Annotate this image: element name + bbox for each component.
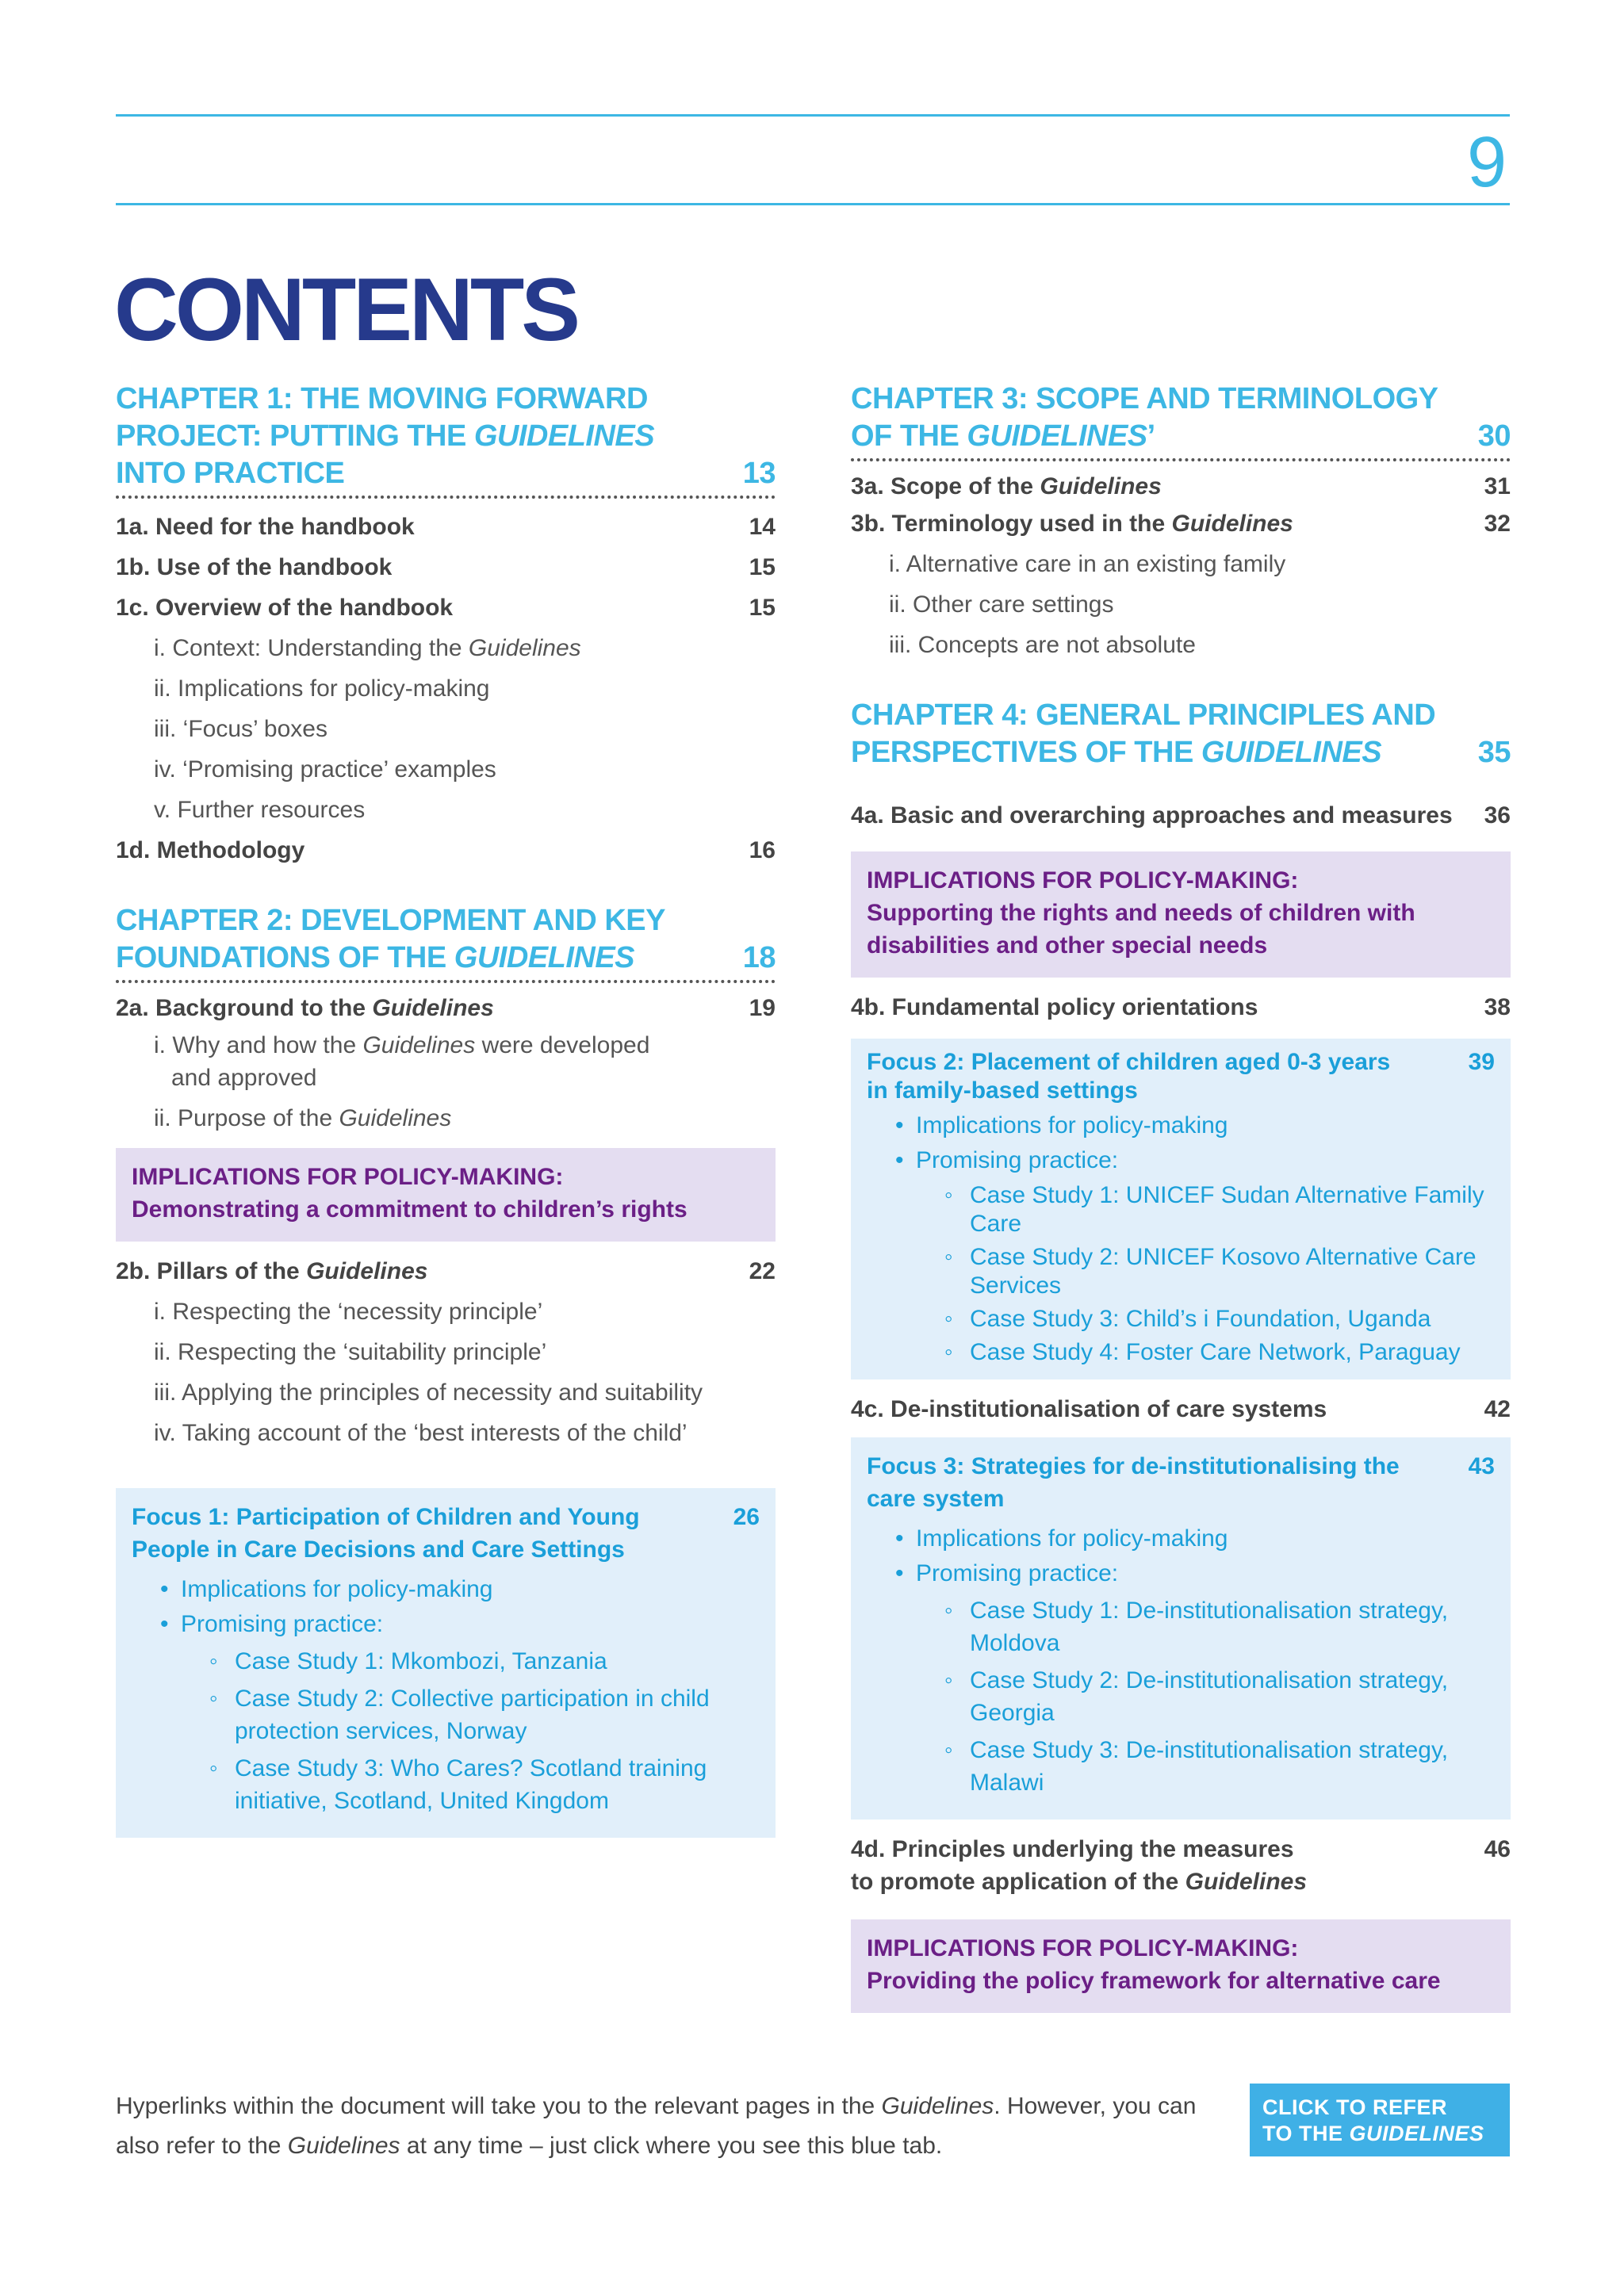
- focus-2-case-study-1[interactable]: ◦ Case Study 1: UNICEF Sudan Alternative Family Care: [867, 1181, 1495, 1238]
- focus-1-promising-practice[interactable]: • Promising practice: ◦ Case Study 1: Mkombozi, Tanzania ◦ Case Study 2: Collective participation in child protection services, Norway ◦ Case Study 3: Who Cares? Scotland training initiative, Scotland, United Kingdom: [132, 1607, 760, 1817]
- toc-entry-3a[interactable]: 3a. Scope of the Guidelines 31: [851, 473, 1511, 499]
- right-column: [851, 381, 1511, 2022]
- focus-3-case-study-2[interactable]: ◦ Case Study 2: De-institutionalisation strategy, Georgia: [867, 1664, 1495, 1729]
- toc-sub-1c-ii[interactable]: ii. Implications for policy-making: [154, 675, 490, 702]
- toc-sub-1c-v[interactable]: v. Further resources: [154, 797, 366, 823]
- toc-sub-3b-i[interactable]: i. Alternative care in an existing family: [889, 551, 1286, 577]
- toc-entry-4d[interactable]: 4d. Principles underlying the measures to promote application of the Guidelines 46: [851, 1836, 1511, 1895]
- toc-sub-2b-iv[interactable]: iv. Taking account of the ‘best interests of the child’: [154, 1420, 688, 1446]
- focus-2-case-study-4[interactable]: ◦ Case Study 4: Foster Care Network, Paraguay: [867, 1338, 1495, 1367]
- focus-1-heading[interactable]: Focus 1: Participation of Children and Young People in Care Decisions and Care Settings 26: [132, 1504, 760, 1563]
- chapter-2-page[interactable]: 18: [742, 941, 776, 974]
- top-rule: [116, 114, 1510, 117]
- focus-box-2: [851, 1039, 1511, 1380]
- focus-3-case-study-1[interactable]: ◦ Case Study 1: De-institutionalisation strategy, Moldova: [867, 1594, 1495, 1659]
- toc-sub-2a-i[interactable]: i. Why and how the Guidelines were developed and approved: [154, 1032, 650, 1091]
- focus-2-promising-practice[interactable]: • Promising practice: ◦ Case Study 1: UNICEF Sudan Alternative Family Care ◦ Case Study 2: UNICEF Kosovo Alternative Care Services ◦ Case Study 3: Child’s i Foundation, Uganda ◦ Case Study 4: Foster Care Network, Paraguay: [867, 1143, 1495, 1367]
- focus-3-implications-link[interactable]: • Implications for policy-making: [867, 1521, 1495, 1556]
- toc-entry-1c[interactable]: 1c. Overview of the handbook 15: [116, 595, 776, 621]
- toc-sub-2b-iii[interactable]: iii. Applying the principles of necessity and suitability: [154, 1380, 703, 1406]
- focus-3-heading[interactable]: Focus 3: Strategies for de-institutionalising the care system 43: [867, 1453, 1495, 1512]
- toc-entry-4b[interactable]: 4b. Fundamental policy orientations 38: [851, 994, 1511, 1020]
- focus-1-implications-link[interactable]: • Implications for policy-making: [132, 1572, 760, 1607]
- toc-sub-3b-iii[interactable]: iii. Concepts are not absolute: [889, 632, 1196, 658]
- toc-sub-1c-iii[interactable]: iii. ‘Focus’ boxes: [154, 716, 327, 742]
- focus-1-case-study-3[interactable]: ◦ Case Study 3: Who Cares? Scotland training initiative, Scotland, United Kingdom: [132, 1752, 760, 1817]
- toc-sub-3b-ii[interactable]: ii. Other care settings: [889, 591, 1114, 618]
- focus-2-implications-link[interactable]: • Implications for policy-making: [867, 1108, 1495, 1143]
- focus-box-3: [851, 1437, 1511, 1820]
- toc-sub-2b-ii[interactable]: ii. Respecting the ‘suitability principle’: [154, 1339, 547, 1365]
- chapter-3-page[interactable]: 30: [1477, 419, 1511, 453]
- toc-entry-4c[interactable]: 4c. De-institutionalisation of care systems 42: [851, 1396, 1511, 1422]
- header-rule: [116, 203, 1510, 205]
- toc-entry-4a[interactable]: 4a. Basic and overarching approaches and measures 36: [851, 802, 1511, 828]
- focus-2-heading[interactable]: Focus 2: Placement of children aged 0-3 years in family-based settings 39: [867, 1049, 1495, 1104]
- implications-box-policy-framework[interactable]: IMPLICATIONS FOR POLICY-MAKING: Providing the policy framework for alternative care: [851, 1919, 1511, 2013]
- focus-1-case-study-2[interactable]: ◦ Case Study 2: Collective participation in child protection services, Norway: [132, 1682, 760, 1747]
- toc-entry-2b[interactable]: 2b. Pillars of the Guidelines 22: [116, 1258, 776, 1284]
- implications-box-disabilities[interactable]: IMPLICATIONS FOR POLICY-MAKING: Supporting the rights and needs of children with disabilities and other special needs: [851, 851, 1511, 978]
- toc-entry-1d[interactable]: 1d. Methodology 16: [116, 837, 776, 863]
- focus-2-case-study-3[interactable]: ◦ Case Study 3: Child’s i Foundation, Uganda: [867, 1305, 1495, 1334]
- chapter-4-heading[interactable]: CHAPTER 4: GENERAL PRINCIPLES AND PERSPECTIVES OF THE GUIDELINES 35: [851, 697, 1511, 775]
- toc-sub-1c-iv[interactable]: iv. ‘Promising practice’ examples: [154, 756, 496, 783]
- toc-entry-1b[interactable]: 1b. Use of the handbook 15: [116, 554, 776, 580]
- page-number: 9: [1466, 123, 1507, 202]
- left-column: [116, 381, 776, 1847]
- toc-sub-2b-i[interactable]: i. Respecting the ‘necessity principle’: [154, 1299, 543, 1325]
- implications-box-commitment[interactable]: IMPLICATIONS FOR POLICY-MAKING: Demonstrating a commitment to children’s rights: [116, 1148, 776, 1242]
- toc-sub-1c-i[interactable]: i. Context: Understanding the Guidelines: [154, 635, 581, 661]
- chapter-1-page[interactable]: 13: [742, 457, 776, 490]
- toc-entry-2a[interactable]: 2a. Background to the Guidelines 19: [116, 995, 776, 1021]
- focus-3-promising-practice[interactable]: • Promising practice: ◦ Case Study 1: De-institutionalisation strategy, Moldova ◦ Case Study 2: De-institutionalisation strategy, Georgia ◦ Case Study 3: De-institutionalisation strategy, Malawi: [867, 1556, 1495, 1799]
- focus-box-1: [116, 1488, 776, 1838]
- toc-entry-1a[interactable]: 1a. Need for the handbook 14: [116, 514, 776, 540]
- toc-entry-3b[interactable]: 3b. Terminology used in the Guidelines 32: [851, 511, 1511, 537]
- refer-to-guidelines-tab[interactable]: CLICK TO REFER TO THE GUIDELINES: [1250, 2084, 1510, 2156]
- page-title: CONTENTS: [114, 260, 577, 359]
- hyperlink-note: Hyperlinks within the document will take you to the relevant pages in the Guidelines. However, you can also refer to the Guidelines at any time – just click where you see this blue tab.: [116, 2093, 1197, 2159]
- toc-sub-2a-ii[interactable]: ii. Purpose of the Guidelines: [154, 1105, 452, 1131]
- focus-3-case-study-3[interactable]: ◦ Case Study 3: De-institutionalisation strategy, Malawi: [867, 1734, 1495, 1799]
- chapter-4-page[interactable]: 35: [1477, 736, 1511, 769]
- chapter-3-heading[interactable]: CHAPTER 3: SCOPE AND TERMINOLOGY OF THE GUIDELINES’ 30: [851, 381, 1511, 461]
- chapter-2-heading[interactable]: CHAPTER 2: DEVELOPMENT AND KEY FOUNDATIONS OF THE GUIDELINES 18: [116, 902, 776, 983]
- chapter-1-heading[interactable]: CHAPTER 1: THE MOVING FORWARD PROJECT: PUTTING THE GUIDELINES INTO PRACTICE 13: [116, 381, 776, 499]
- focus-2-case-study-2[interactable]: ◦ Case Study 2: UNICEF Kosovo Alternative Care Services: [867, 1243, 1495, 1300]
- focus-1-case-study-1[interactable]: ◦ Case Study 1: Mkombozi, Tanzania: [132, 1645, 760, 1678]
